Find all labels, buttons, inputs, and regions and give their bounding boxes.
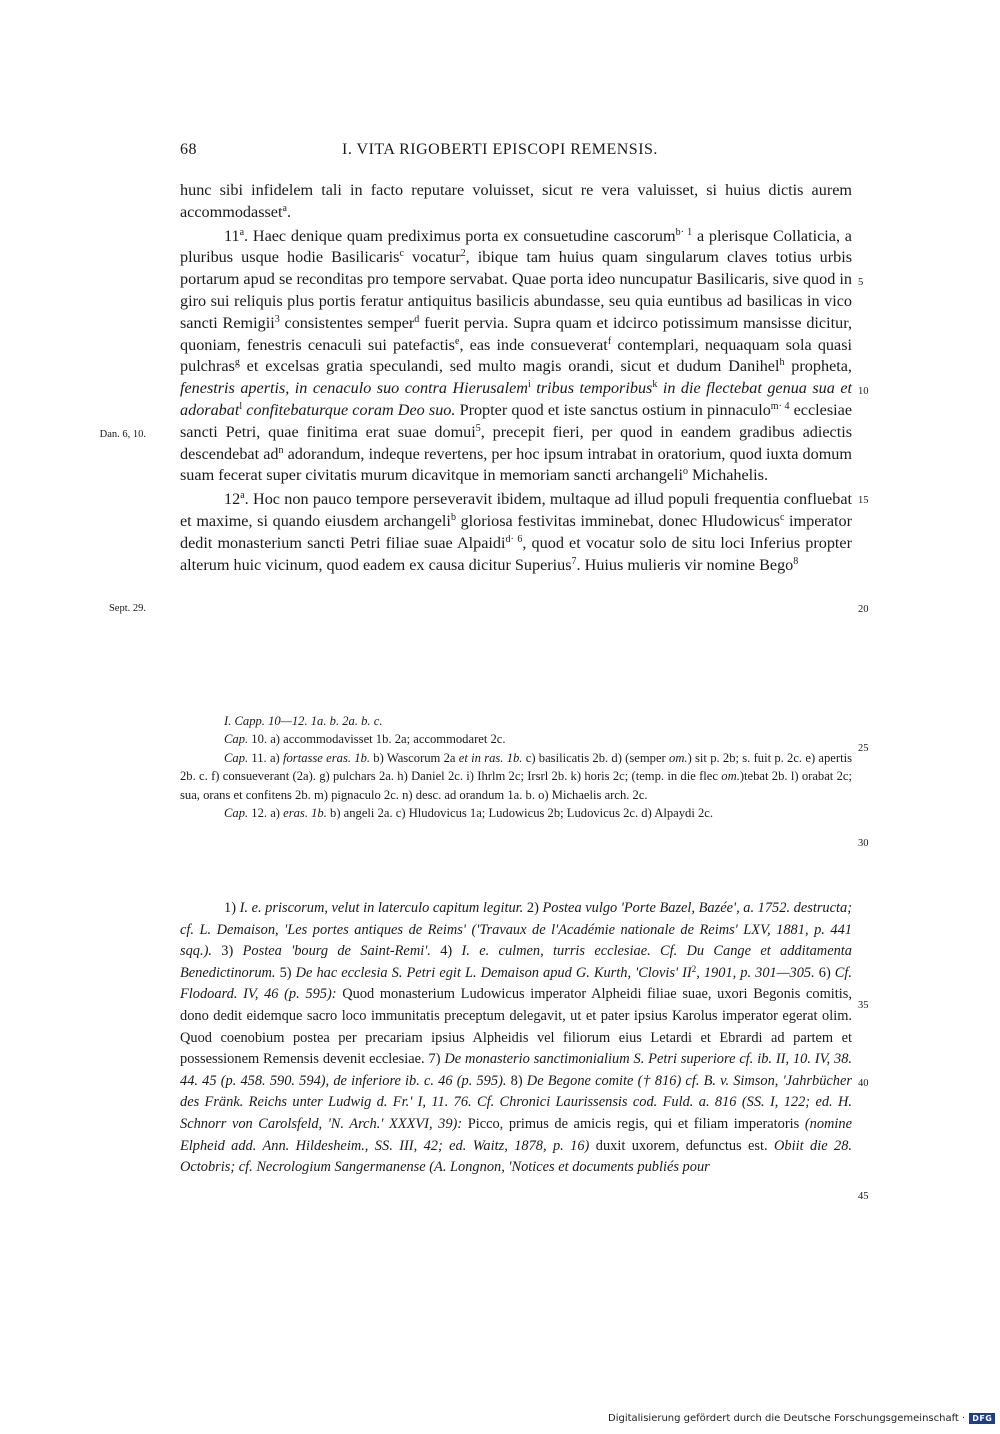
line-number: 15 <box>858 495 869 506</box>
paragraph-continuation: hunc sibi infidelem tali in facto reputare voluisset, sicut re vera valuisset, si huius dictis aurem accommodasset$^a$. <box>180 181 852 221</box>
running-header <box>180 141 852 165</box>
paragraph-12: 12$^a$. Hoc non pauco tempore perseveravit ibidem, multaque ad illud populi frequentia confluebat et maxime, si quando eiusdem archangeli$^b$ gloriosa festivitas imminebat, donec Hludowicus$^c$ imperator dedit monasterium sancti Petri filiae suae Alpaidi$^{d\cdot 6}$, quod et vocatur solo de situ loci Inferius propter alterum huic vicinum, quod eadem ex causa dicitur Superius$^7$. Huius mulieris vir nomine Bego$^8$ <box>180 490 852 574</box>
line-number: 35 <box>858 1000 869 1011</box>
digitization-credit <box>608 1413 995 1424</box>
line-number: 20 <box>858 604 869 615</box>
line-number: 45 <box>858 1191 869 1202</box>
line-number: 5 <box>858 277 864 288</box>
dfg-logo: DFG <box>969 1413 995 1424</box>
apparatus-heading: I. Capp. 10—12. 1a. b. 2a. b. c. <box>224 714 383 728</box>
chapter-number-11: 11 <box>224 226 240 245</box>
line-number: 30 <box>858 838 869 849</box>
line-number: 40 <box>858 1078 869 1089</box>
credit-text: Digitalisierung gefördert durch die Deutsche Forschungsgemeinschaft · <box>608 1413 966 1424</box>
chapter-number-12: 12 <box>224 490 241 509</box>
apparatus-cap-10: Cap. 10. a) accommodavisset 1b. 2a; accommodaret 2c. <box>224 732 506 747</box>
apparatus-cap-12: Cap. 12. a) eras. 1b. b) angeli 2a. c) Hludovicus 1a; Ludowicus 2b; Ludovicus 2c. d) Alpaydi 2c. <box>224 806 714 821</box>
apparatus-cap-11: Cap. 11. a) fortasse eras. 1b. b) Wascorum 2a et in ras. 1b. c) basilicatis 2b. d) (semper om.) sit p. 2b; s. fuit p. 2c. e) apertis 2b. c. f) consueverant (2a). g) pulchars 2a. h) Daniel 2c. i) Ihrlm 2c; Irsrl 2b. k) horis 2c; (temp. in die flec om.)tebat 2b. l) orabat 2c; sua, orans et confitens 2b. m) pignaculo 2c. n) desc. ad orandum 1a. b. o) Michaelis arch. 2c. <box>180 750 852 802</box>
line-number: 25 <box>858 743 869 754</box>
footnote-block: 1) I. e. priscorum, velut in laterculo capitum legitur. 2) Postea vulgo 'Porte Bazel, Bazée', a. 1752. destructa; cf. L. Demaison, 'Les portes antiques de Reims' ('Travaux de l'Académie nationale de Reims' LXV, 1881, p. 441 sqq.). 3) Postea 'bourg de Saint-Remi'. 4) I. e. culmen, turris ecclesiae. Cf. Du Cange et additamenta Benedictinorum. 5) De hac ecclesia S. Petri egit L. Demaison apud G. Kurth, 'Clovis' $II^2$, 1901, p. 301—305. 6) Cf. Flodoard. IV, 46 (p. 595): Quod monasterium Ludowicus imperator Alpheidi filiae suae, uxori Begonis comitis, dono dedit eidemque sacro loco immunitatis preceptum delegavit, ut et pater ipsius Karolus imperator egerat olim. Quod coenobium postea per precariam ipsius Alpheidis vel filiorum eius Letardi et Ebrardi ad partem et possessionem Remensis devenit ecclesiae. 7) De monasterio sanctimonialium S. Petri superiore cf. ib. II, 10. IV, 38. 44. 45 (p. 458. 590. 594), de inferiore ib. c. 46 (p. 595). 8) De Begone comite († 816) cf. B. v. Simson, 'Jahrbücher des Fränk. Reichs unter Ludwig d. Fr.' I, 11. 76. Cf. Chronici Laurissensis cod. Fuld. a. 816 (SS. I, 122; ed. H. Schnorr von Carolsfeld, 'N. Arch.' XXXVI, 39): Picco, primus de amicis regis, qui et filiam imperatoris (nomine Elpheid add. Ann. Hildesheim., SS. III, 42; ed. Waitz, 1878, p. 16) duxit uxorem, defunctus est. Obiit die 28. Octobris; cf. Necrologium Sangermanense (A. Longnon, 'Notices et documents publiés pour <box>180 900 853 1176</box>
margin-note-dan: Dan. 6, 10. <box>99 429 146 440</box>
paragraph-11: 11$^a$. Haec denique quam prediximus porta ex consuetudine cascorum$^{b\cdot 1}$ a plerisque Collaticia, a pluribus usque hodie Basilicaris$^c$ vocatur$^2$, ibique tam huius quam singularum claves totius urbis portarum apud se reconditas pro tempore servabat. Quae porta ideo nuncupatur Basilicaris, sive quod in giro sui reliquis plus portis feratur antiquitus basilicis abundasse, seu quia euntibus ad basilicas in vico sancti Remigii$^3$ consistentes semper$^d$ fuerit pervia. Supra quam et idcirco potissimum mansisse dicitur, quoniam, fenestris cenaculi sui patefactis$^e$, eas inde consueverat$^f$ contemplari, nequaquam sola quasi pulchras$^g$ et excelsas gratia speculandi, sed multo magis orandi, sicut et dudum Danihel$^h$ propheta, fenestris apertis, in cenaculo suo contra Hierusalem$^i$ tribus temporibus$^k$ in die flectebat genua sua et adorabat$^l$ confitebaturque coram Deo suo. Propter quod et iste sanctus ostium in pinnaculo$^{m\cdot 4}$ ecclesiae sancti Petri, quae finitima erat suae domui$^5$, precepit fieri, per quod in eandem gradibus adiectis descendebat $ad^n$ adorandum, indeque revertens, per hoc ipsum intrabat in oratorium, quod iuxta domum suam fecerat super civitatis murum dicavitque in memoriam sancti archangeli$^o$ Michahelis. <box>180 226 853 485</box>
historical-footnotes <box>180 898 852 1179</box>
margin-note-sept: Sept. 29. <box>108 603 146 614</box>
main-text <box>180 180 852 576</box>
running-title: I. VITA RIGOBERTI EPISCOPI REMENSIS. <box>342 141 658 158</box>
page-number: 68 <box>180 141 197 158</box>
critical-apparatus <box>180 712 852 822</box>
line-number: 10 <box>858 386 869 397</box>
